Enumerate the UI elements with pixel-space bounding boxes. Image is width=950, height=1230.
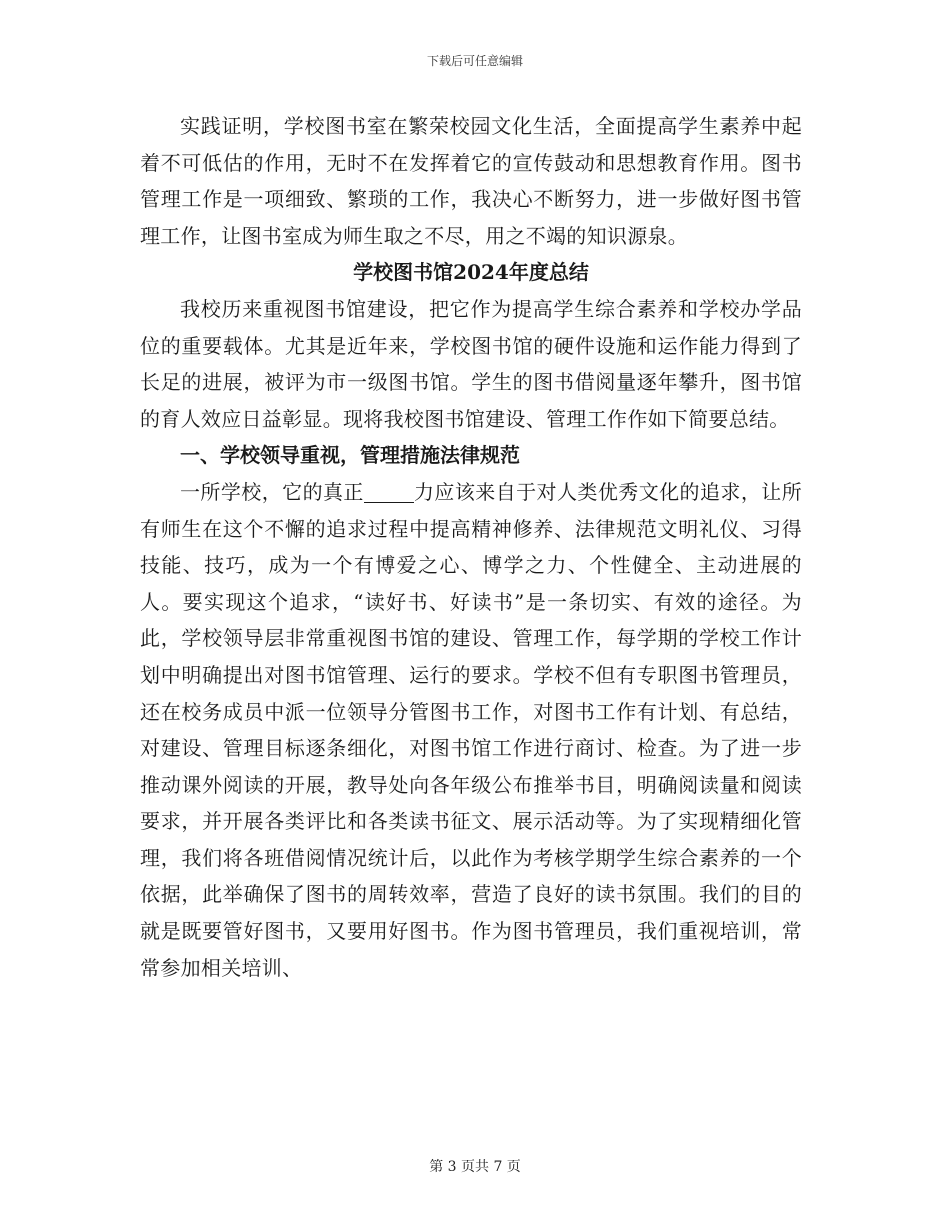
document-body xyxy=(140,108,802,986)
paragraph-conclusion: 实践证明，学校图书室在繁荣校园文化生活，全面提高学生素养中起着不可低估的作用，无时不在发挥着它的宣传鼓动和思想教育作用。图书管理工作是一项细致、繁琐的工作，我决心不断努力，进一步做好图书管理工作，让图书室成为师生取之不尽，用之不竭的知识源泉。 xyxy=(140,114,802,248)
paragraph-leadership-rest: 力应该来自于对人类优秀文化的追求，让所有师生在这个不懈的追求过程中提高精神修养、法律规范文明礼仪、习得技能、技巧，成为一个有博爱之心、博学之力、个性健全、主动进展的人。要实现这个追求，“读好书、好读书”是一条切实、有效的途径。为此，学校领导层非常重视图书馆的建设、管理工作，每学期的学校工作计划中明确提出对图书馆管理、运行的要求。学校不但有专职图书管理员，还在校务成员中派一位领导分管图书工作，对图书工作有计划、有总结，对建设、管理目标逐条细化，对图书馆工作进行商讨、检查。为了进一步推动课外阅读的开展，教导处向各年级公布推举书目，明确阅读量和阅读要求，并开展各类评比和各类读书征文、展示活动等。为了实现精细化管理，我们将各班借阅情况统计后，以此作为考核学期学生综合素养的一个依据，此举确保了图书的周转效率，营造了良好的读书氛围。我们的目的就是既要管好图书，又要用好图书。作为图书管理员，我们重视培训，常常参加相关培训、 xyxy=(140,479,802,980)
subheading-1: 一、学校领导重视，管理措施法律规范 xyxy=(180,443,520,468)
fill-in-blank xyxy=(364,482,414,503)
section-title: 学校图书馆2024年度总结 xyxy=(353,260,589,285)
paragraph-intro: 我校历来重视图书馆建设，把它作为提高学生综合素养和学校办学品位的重要载体。尤其是近年来，学校图书馆的硬件设施和运作能力得到了长足的进展，被评为市一级图书馆。学生的图书借阅量逐年攀升，图书馆的育人效应日益彰显。现将我校图书馆建设、管理工作作如下简要总结。 xyxy=(140,296,802,431)
page-header: 下载后可任意编辑 xyxy=(426,54,523,68)
paragraph-leadership xyxy=(140,474,802,986)
page-footer: 第 3 页共 7 页 xyxy=(429,1159,521,1175)
paragraph-leadership-start: 一所学校，它的真正 xyxy=(180,479,364,504)
